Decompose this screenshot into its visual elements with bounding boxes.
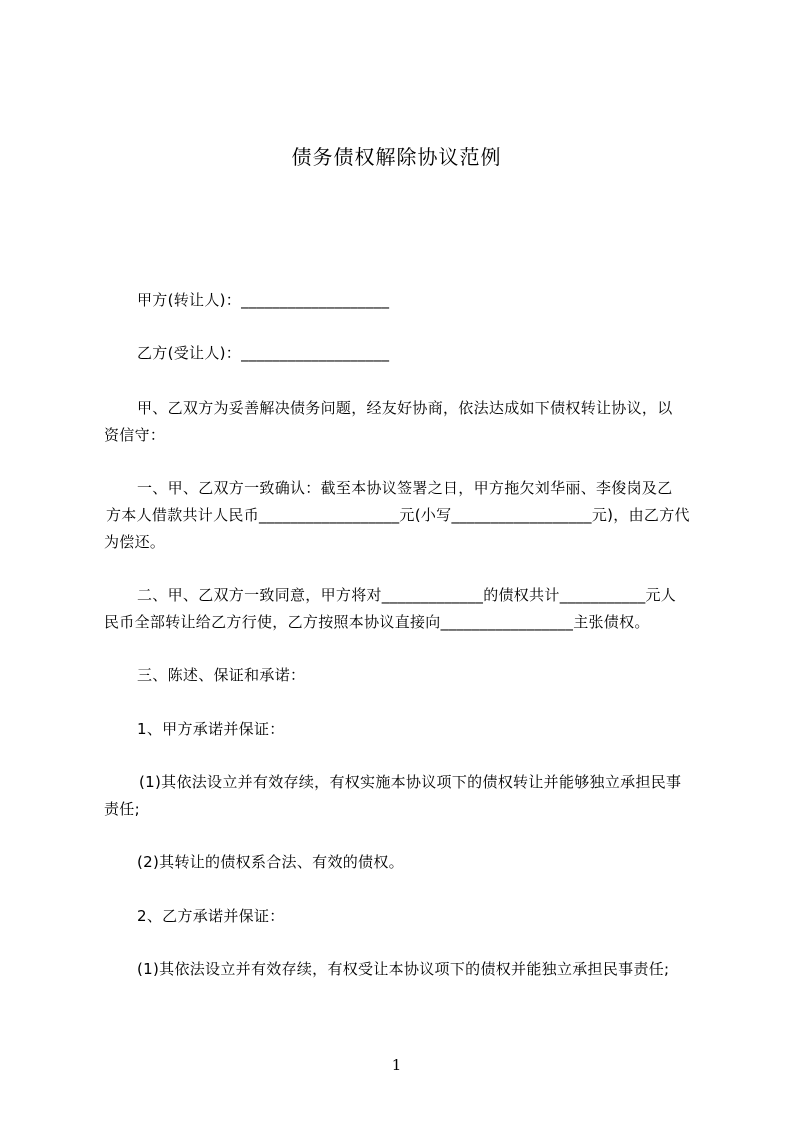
clause-1-line-2: 方本人借款共计人民币__________________元(小写__________________元)，由乙方代 <box>106 506 690 524</box>
page-number: 1 <box>391 1056 402 1074</box>
clause-2-line-1: 二、甲、乙双方一致同意，甲方将对_____________的债权共计___________元人 <box>137 586 677 604</box>
party-a-warranty-1-line-2: 责任; <box>104 800 140 818</box>
party-a-warranty-2: (2)其转让的债权系合法、有效的债权。 <box>137 853 404 871</box>
party-a-warranty-heading: 1、甲方承诺并保证： <box>137 720 285 738</box>
clause-2-line-2: 民币全部转让给乙方行使，乙方按照本协议直接向_________________主张债权。 <box>104 613 650 631</box>
party-a-warranty-1-line-1: (1)其依法设立并有效存续，有权实施本协议项下的债权转让并能够独立承担民事 <box>139 773 682 791</box>
clause-1-line-1: 一、甲、乙双方一致确认：截至本协议签署之日，甲方拖欠刘华丽、李俊岗及乙 <box>137 479 673 497</box>
party-a-line: 甲方(转让人)：___________________ <box>137 291 390 309</box>
preamble-line-1: 甲、乙双方为妥善解决债务问题，经友好协商，依法达成如下债权转让协议，以 <box>137 399 673 417</box>
clause-3-heading: 三、陈述、保证和承诺： <box>137 666 306 684</box>
party-b-line: 乙方(受让人)：___________________ <box>137 344 390 362</box>
preamble-line-2: 资信守： <box>104 426 166 444</box>
party-b-warranty-1: (1)其依法设立并有效存续，有权受让本协议项下的债权并能独立承担民事责任; <box>137 960 670 978</box>
document-title: 债务债权解除协议范例 <box>291 145 502 169</box>
party-b-warranty-heading: 2、乙方承诺并保证： <box>137 907 285 925</box>
clause-1-line-3: 为偿还。 <box>104 533 166 551</box>
